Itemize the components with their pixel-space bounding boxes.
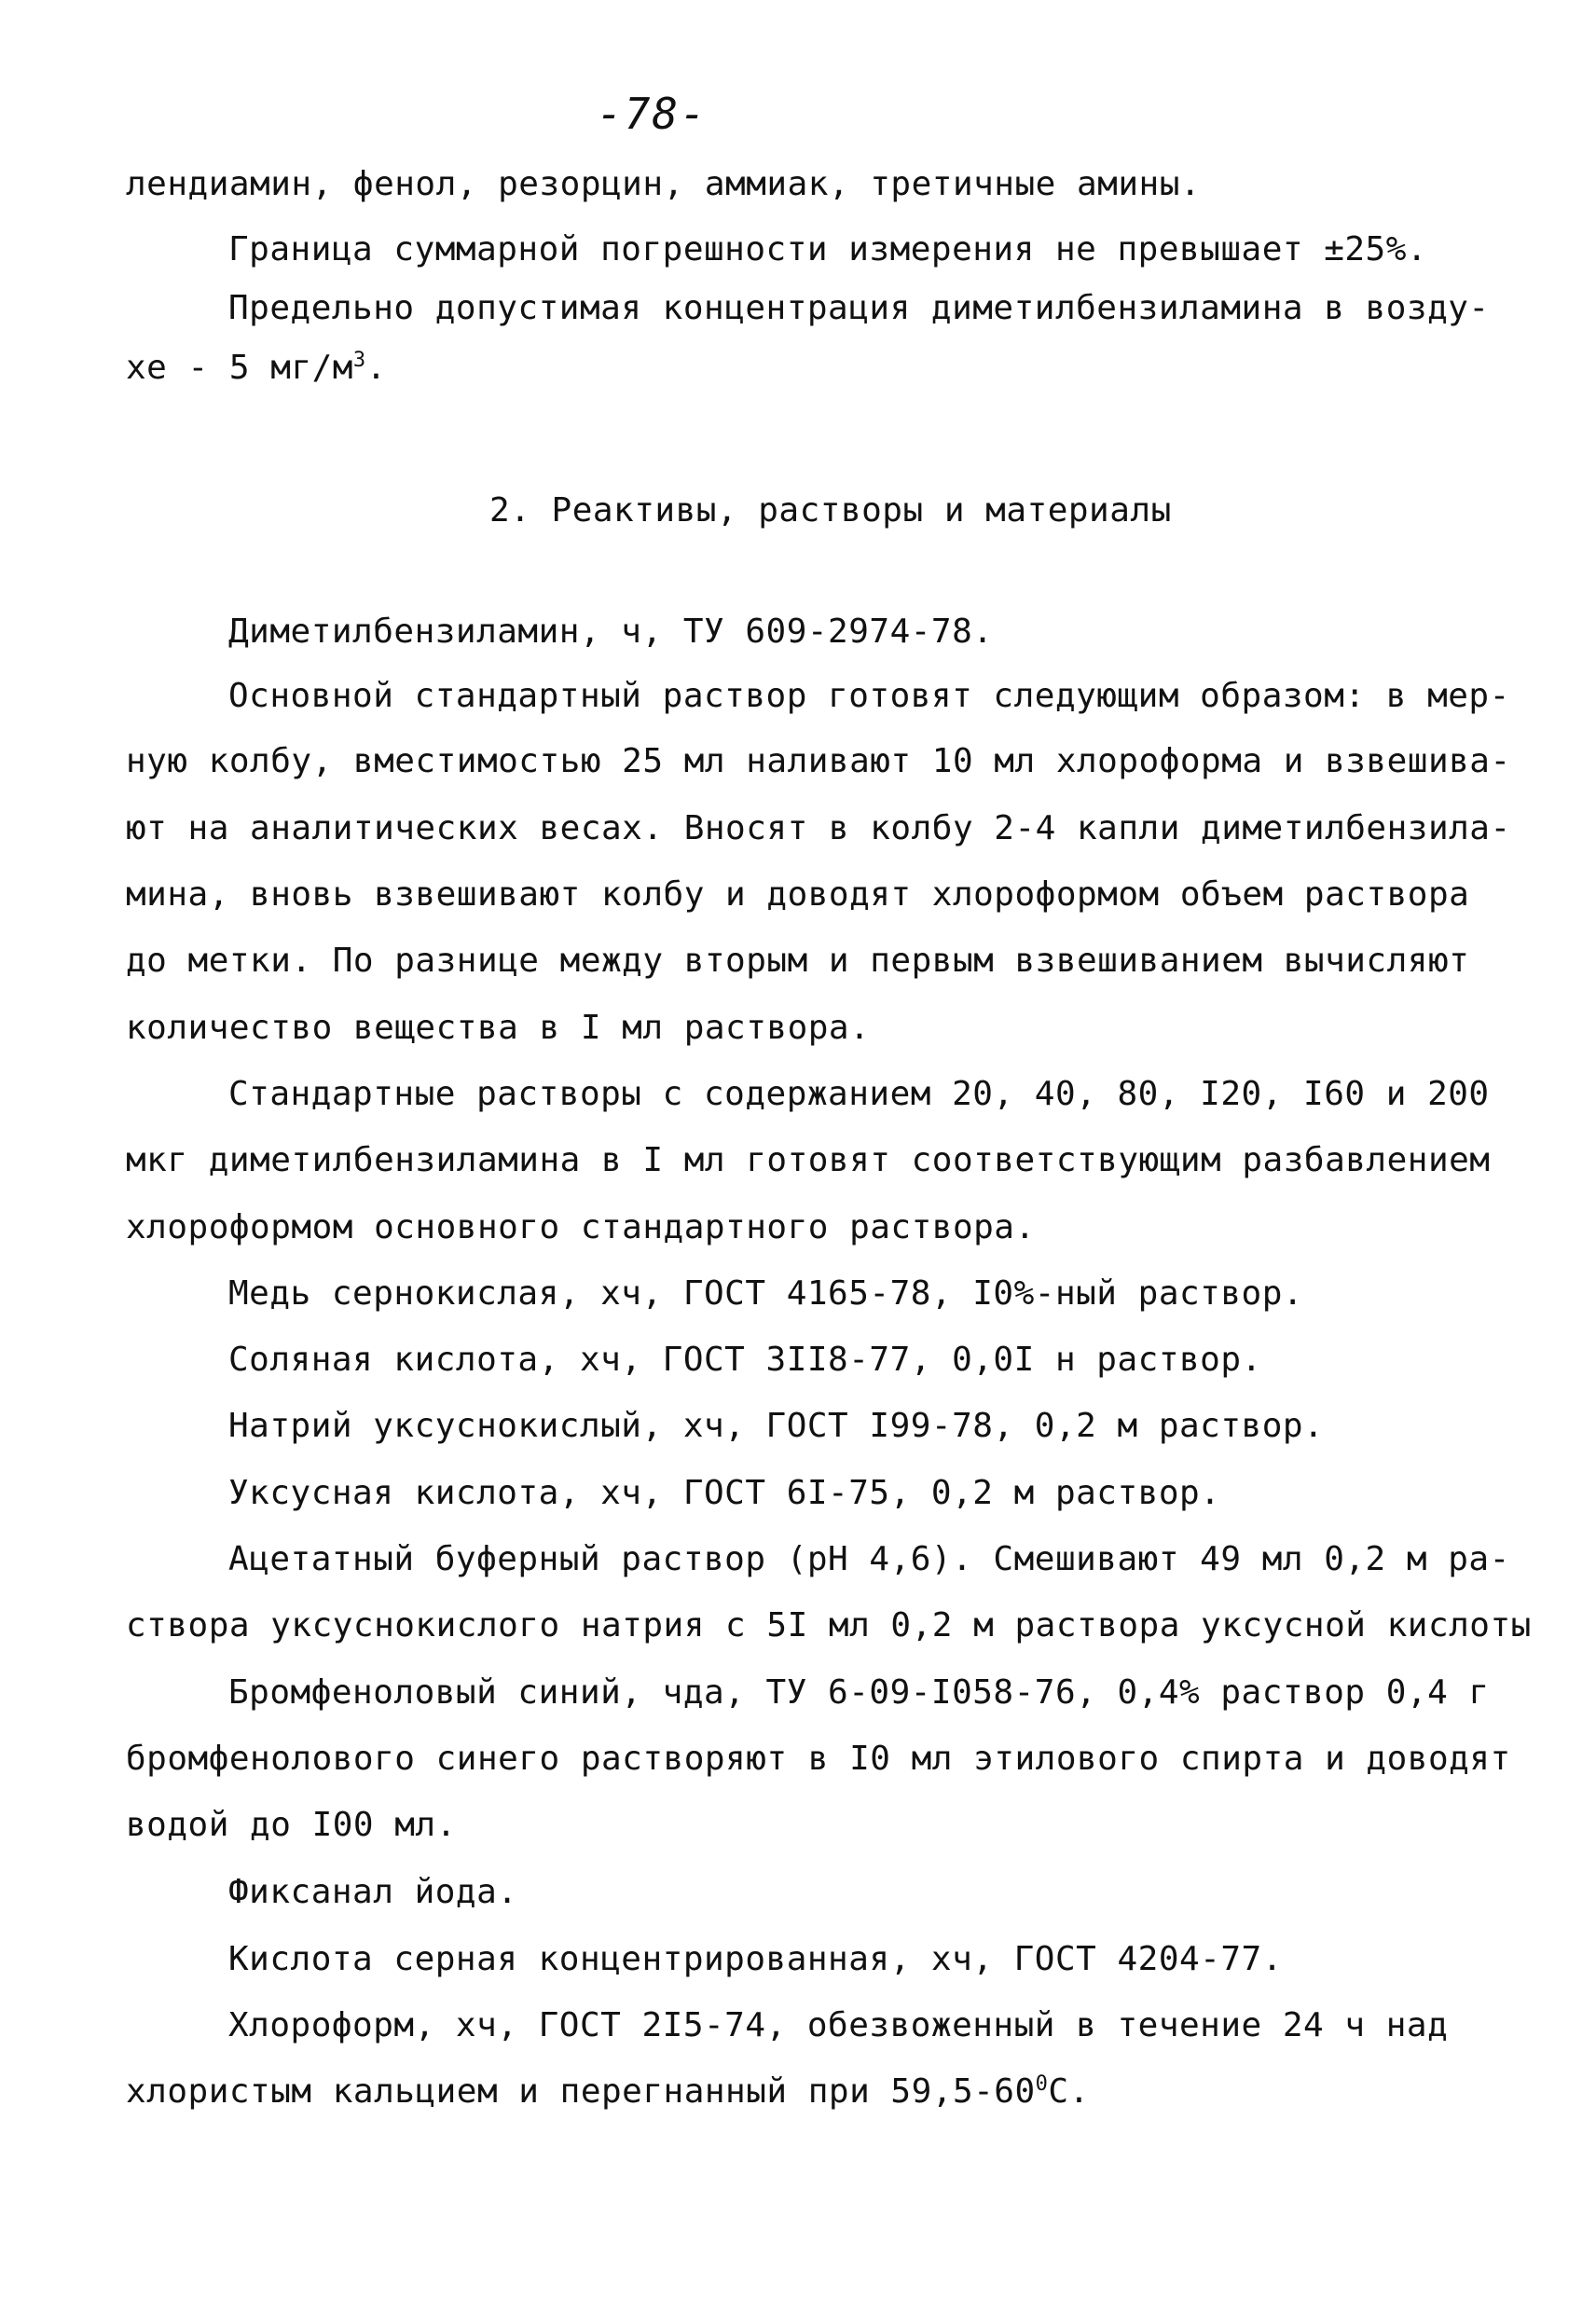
text-line-23: бромфенолового синего растворяют в I0 мл этилового спирта и доводят xyxy=(126,1740,1511,1778)
text-line-12: количество вещества в I мл раствора. xyxy=(126,1009,871,1047)
text-line-22: Бромфеноловый синий, чда, ТУ 6-09-I058-76, 0,4% раствор 0,4 г xyxy=(228,1673,1490,1712)
text-line-14: мкг диметилбензиламина в I мл готовят соответствующим разбавлением xyxy=(126,1141,1491,1179)
text-line-28-end: С. xyxy=(1048,2072,1090,2111)
text-line-18: Натрий уксуснокислый, хч, ГОСТ I99-78, 0,2 м раствор. xyxy=(228,1407,1325,1445)
text-line-10: мина, вновь взвешивают колбу и доводят хлороформом объем раствора xyxy=(126,875,1470,914)
section-heading: 2. Реактивы, растворы и материалы xyxy=(489,491,1172,530)
text-line-20: Ацетатный буферный раствор (pH 4,6). Смешивают 49 мл 0,2 м ра- xyxy=(228,1540,1510,1578)
text-line-2: Граница суммарной погрешности измерения не превышает ±25%. xyxy=(228,230,1428,268)
text-line-7: Основной стандартный раствор готовят следующим образом: в мер- xyxy=(228,677,1510,715)
text-line-13: Стандартные растворы с содержанием 20, 40, 80, I20, I60 и 200 xyxy=(228,1075,1490,1113)
text-line-6: Диметилбензиламин, ч, ТУ 609-2974-78. xyxy=(228,612,994,651)
text-line-28 xyxy=(126,2071,1090,2112)
text-line-4-end: . xyxy=(365,349,387,387)
text-line-19: Уксусная кислота, хч, ГОСТ 6I-75, 0,2 м раствор. xyxy=(228,1474,1221,1512)
text-line-9: ют на аналитических весах. Вносят в колбу 2-4 капли диметилбензила- xyxy=(126,809,1511,847)
text-line-27: Хлороформ, хч, ГОСТ 2I5-74, обезвоженный в течение 24 ч над xyxy=(228,2006,1449,2044)
page-number: -78- xyxy=(597,89,708,139)
text-line-17: Соляная кислота, хч, ГОСТ 3II8-77, 0,0I н раствор. xyxy=(228,1341,1262,1379)
text-line-4 xyxy=(126,348,387,389)
text-line-24: водой до I00 мл. xyxy=(126,1806,457,1844)
text-line-15: хлороформом основного стандартного раствора. xyxy=(126,1208,1036,1246)
text-line-25: Фиксанал йода. xyxy=(228,1873,518,1911)
superscript-degree: 0 xyxy=(1035,2072,1049,2096)
superscript-cubic: 3 xyxy=(352,349,366,372)
text-line-1: лендиамин, фенол, резорцин, аммиак, третичные амины. xyxy=(126,165,1202,203)
text-line-11: до метки. По разнице между вторым и первым взвешиванием вычисляют xyxy=(126,942,1470,980)
text-line-4-main: хе - 5 мг/м xyxy=(126,349,353,387)
text-line-16: Медь сернокислая, хч, ГОСТ 4165-78, I0%-ный раствор. xyxy=(228,1274,1304,1313)
text-line-3: Предельно допустимая концентрация диметилбензиламина в возду- xyxy=(228,289,1490,327)
text-line-26: Кислота серная концентрированная, хч, ГОСТ 4204-77. xyxy=(228,1940,1283,1978)
text-line-8: ную колбу, вместимостью 25 мл наливают 10 мл хлороформа и взвешива- xyxy=(126,742,1511,780)
text-line-28-main: хлористым кальцием и перегнанный при 59,5-60 xyxy=(126,2072,1036,2111)
text-line-21: створа уксуснокислого натрия с 5I мл 0,2 м раствора уксусной кислоты xyxy=(126,1606,1532,1645)
